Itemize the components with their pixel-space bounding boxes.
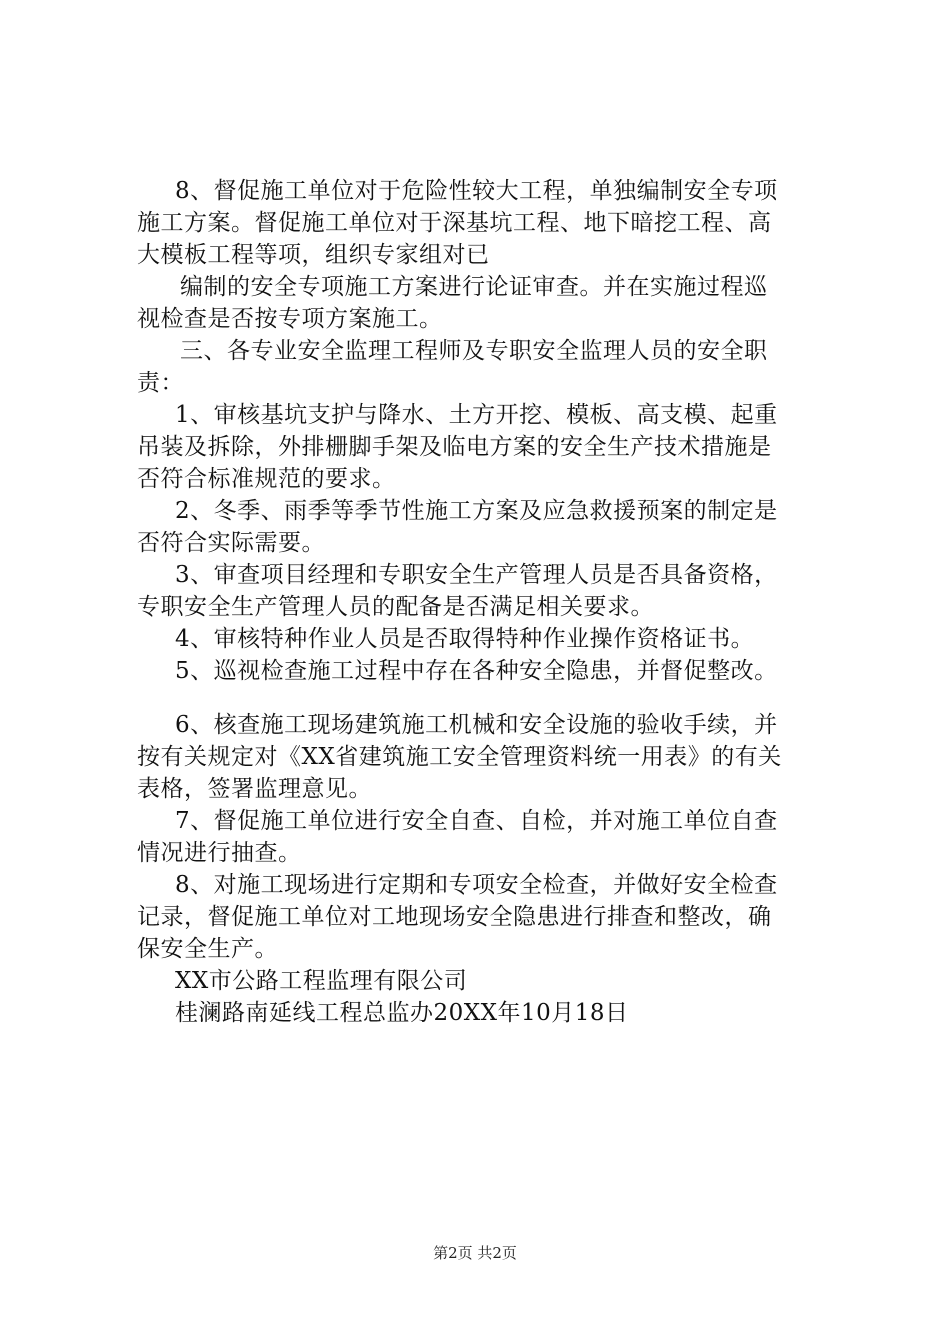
text-line: 1、审核基坑支护与降水、土方开挖、模板、高支模、起重 xyxy=(175,402,778,428)
text-line: 6、核查施工现场建筑施工机械和安全设施的验收手续，并 xyxy=(175,712,778,738)
text-line: 施工方案。督促施工单位对于深基坑工程、地下暗挖工程、高 xyxy=(137,210,772,236)
text-line: 吊装及拆除，外排栅脚手架及临电方案的安全生产技术措施是 xyxy=(137,434,772,460)
text-line: 2、冬季、雨季等季节性施工方案及应急救援预案的制定是 xyxy=(175,498,778,524)
section-heading: 责： xyxy=(137,370,184,396)
text-line: 8、督促施工单位对于危险性较大工程，单独编制安全专项 xyxy=(175,178,778,204)
text-line: 8、对施工现场进行定期和专项安全检查，并做好安全检查 xyxy=(175,872,778,898)
text-line: 5、巡视检查施工过程中存在各种安全隐患，并督促整改。 xyxy=(175,658,778,684)
text-line: 记录，督促施工单位对工地现场安全隐患进行排查和整改，确 xyxy=(137,904,772,930)
text-line: 编制的安全专项施工方案进行论证审查。并在实施过程巡 xyxy=(180,274,768,300)
text-line: 视检查是否按专项方案施工。 xyxy=(137,306,443,332)
text-line: 情况进行抽查。 xyxy=(137,840,302,866)
text-line: 7、督促施工单位进行安全自查、自检，并对施工单位自查 xyxy=(175,808,778,834)
text-line: 按有关规定对《XX省建筑施工安全管理资料统一用表》的有关 xyxy=(137,744,782,770)
text-line: 专职安全生产管理人员的配备是否满足相关要求。 xyxy=(137,594,654,620)
text-line: 4、审核特种作业人员是否取得特种作业操作资格证书。 xyxy=(175,626,755,652)
page-number: 第2页 共2页 xyxy=(433,1244,517,1262)
text-line: 3、审查项目经理和专职安全生产管理人员是否具备资格， xyxy=(175,562,778,588)
signature-company: XX市公路工程监理有限公司 xyxy=(175,968,468,994)
text-line: 大模板工程等项，组织专家组对已 xyxy=(137,242,490,268)
text-line: 否符合标准规范的要求。 xyxy=(137,466,396,492)
signature-date: 桂澜路南延线工程总监办20XX年10月18日 xyxy=(175,1000,629,1026)
text-line: 表格，签署监理意见。 xyxy=(137,776,372,802)
text-line: 否符合实际需要。 xyxy=(137,530,325,556)
section-heading: 三、各专业安全监理工程师及专职安全监理人员的安全职 xyxy=(180,338,768,364)
text-line: 保安全生产。 xyxy=(137,936,278,962)
